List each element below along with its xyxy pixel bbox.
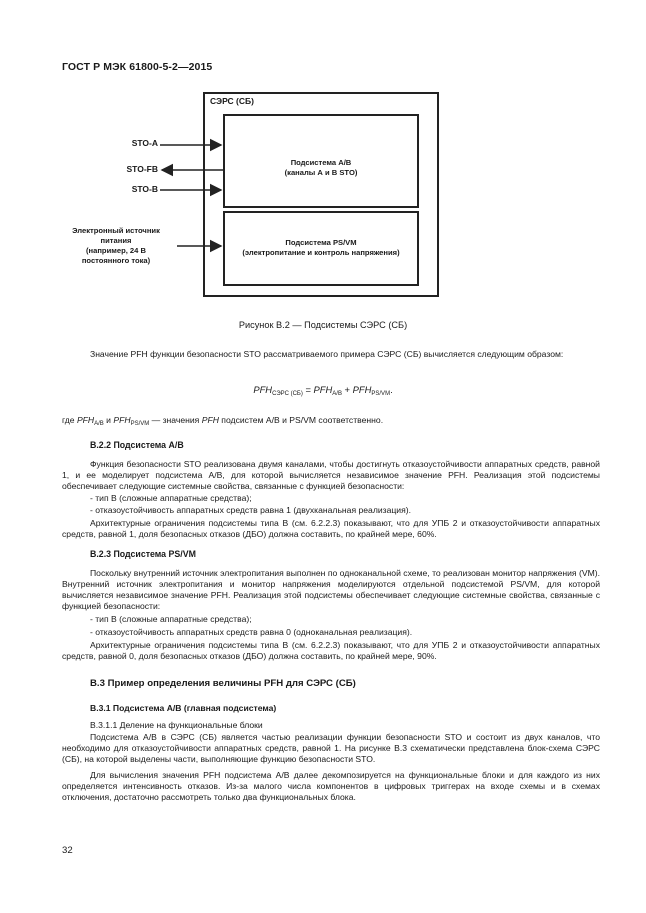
subsystem-psvm-subtitle: (электропитание и контроль напряжения) [242, 248, 400, 257]
paragraph-b23-1: Поскольку внутренний источник электропитания выполнен по одноканальной схеме, то реализован монитор напряжения (VM). Внутренний источник электропитания и монитор напряжения моделируются отдельной подсистемой PS/VM, для которой вычисляется независимое значение PFH. Реализация этой подсистемы обеспечивает следующие системные свойства, связанные с функцией безопасности: [62, 568, 600, 611]
subsystem-psvm-title: Подсистема PS/VM [285, 238, 357, 247]
figure-caption: Рисунок В.2 — Подсистемы СЭРС (СБ) [238, 320, 408, 330]
signal-sto-fb-label: STO-FB [126, 164, 158, 174]
page-number: 32 [62, 845, 73, 856]
heading-b31: В.3.1 Подсистема А/В (главная подсистема) [90, 703, 277, 713]
list-item: - тип В (сложные аппаратные средства); [90, 493, 252, 503]
signal-sto-a-label: STO-A [131, 138, 158, 148]
paragraph-b22-1: Функция безопасности STO реализована двумя каналами, чтобы достигнуть отказоустойчивости аппаратных средств, равной 1, и ее моделирует подсистема А/В, для которой вычисляется независимое значение PFH. Реализация этой подсистемы обеспечивает следующие системные свойства, связанные с функцией безопасности: [62, 459, 600, 491]
heading-b311: В.3.1.1 Деление на функциональные блоки [90, 720, 263, 730]
heading-b22: В.2.2 Подсистема А/В [90, 440, 184, 450]
list-item: - отказоустойчивость аппаратных средств равна 0 (одноканальная реализация). [90, 627, 413, 637]
list-item: - тип В (сложные аппаратные средства); [90, 614, 252, 624]
paragraph-value-intro: Значение PFH функции безопасности STO рассматриваемого примера СЭРС (СБ) вычисляется следующим образом: [90, 349, 564, 359]
pfh-formula: $PFH_{СЭРС (СБ)} = PFH_{A/B} + PFH_{PS/VM}$. [253, 384, 393, 397]
subsystem-ab-title: Подсистема А/В [290, 158, 352, 167]
paragraph-b23-2: Архитектурные ограничения подсистемы типа В (см. 6.2.2.3) показывают, что для УПБ 2 и отказоустойчивости аппаратных средств, равной 0, доля безопасных отказов (ДБО) должна составить, по крайней мере, 90%. [62, 640, 600, 661]
power-source-label: Электронный источник питания (например, 24 В постоянного тока) [72, 226, 160, 265]
signal-sto-b-label: STO-B [131, 184, 158, 194]
paragraph-b311-2: Для вычисления значения PFH подсистема А/В далее декомпозируется на функциональные блоки и для каждого из них определяется интенсивность отказов. Из-за малого числа компонентов в цифровых триггерах на входе схемы и в схемах отключения, достаточно рассмотреть только два функциональных блока. [62, 770, 600, 802]
sers-box-title: СЭРС (СБ) [210, 96, 254, 106]
heading-b23: В.2.3 Подсистема PS/VM [90, 549, 196, 559]
document-header: ГОСТ Р МЭК 61800-5-2—2015 [62, 61, 213, 73]
paragraph-b22-2: Архитектурные ограничения подсистемы типа В (см. 6.2.2.3) показывают, что для УПБ 2 и отказоустойчивости аппаратных средств, равной 1, доля безопасных отказов (ДБО) должна составить, по крайней мере, 60%. [62, 518, 600, 539]
subsystem-ab-subtitle: (каналы А и В STO) [284, 168, 358, 177]
heading-b3: В.3 Пример определения величины PFH для СЭРС (СБ) [90, 678, 356, 689]
paragraph-where: где $PFH_{A/B}$ и $PFH_{PS/VM}$ — значения PFH подсистем А/В и PS/VM соответственно. [62, 415, 384, 427]
list-item: - отказоустойчивость аппаратных средств равна 1 (двухканальная реализация). [90, 505, 411, 515]
paragraph-b311-1: Подсистема А/В в СЭРС (СБ) является частью реализации функции безопасности STO и состоит из двух каналов, что необходимо для отказоустойчивости аппаратных средств, равной 1. На рисунке В.3 схематически представлена блок-схема СЭРС (СБ), на которой выделены части, выполняющие функцию безопасности STO. [62, 732, 600, 764]
